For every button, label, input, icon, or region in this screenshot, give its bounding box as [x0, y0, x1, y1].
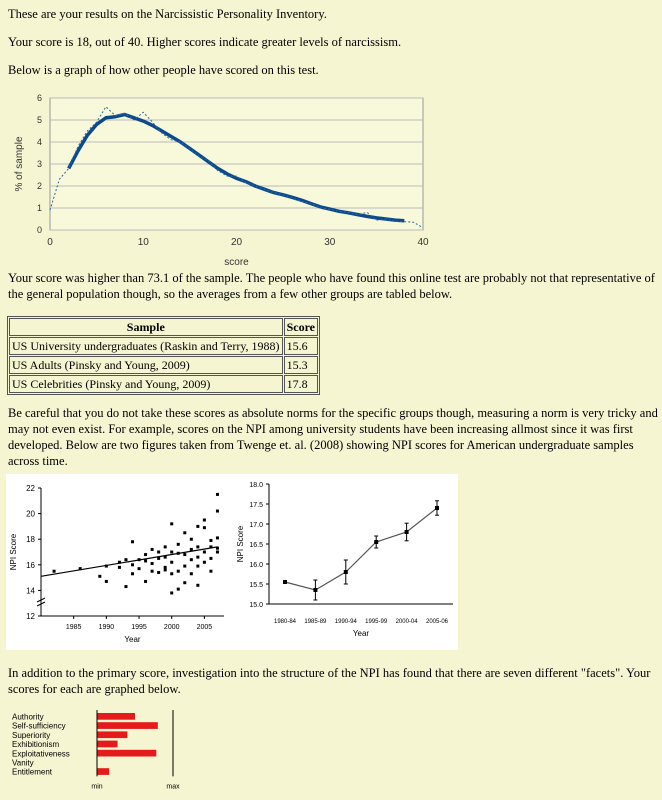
trend-line	[41, 547, 217, 576]
data-point	[196, 545, 199, 548]
series-line	[285, 508, 437, 590]
x-tick-label: 1995-99	[365, 619, 388, 625]
data-point	[209, 557, 212, 560]
data-point	[344, 570, 348, 574]
data-point	[435, 506, 439, 510]
facet-label: Exhibitionism	[12, 740, 60, 750]
data-point	[216, 536, 219, 539]
npi-scatter-chart	[6, 474, 231, 650]
data-point	[216, 551, 219, 554]
data-point	[105, 580, 108, 583]
x-axis-label: Year	[352, 629, 370, 638]
x-tick-label: 20	[230, 237, 243, 248]
data-point	[216, 510, 219, 513]
data-point	[79, 567, 82, 570]
y-tick-label: 16	[26, 560, 35, 570]
table-header-row	[9, 318, 318, 336]
data-point	[216, 547, 219, 550]
y-tick-label: 22	[26, 484, 35, 493]
y-tick-label: 17.0	[249, 522, 263, 529]
y-tick-label: 6	[36, 93, 42, 103]
data-point	[283, 580, 287, 584]
facet-label: Authority	[12, 712, 44, 722]
x-axis-label: score	[224, 257, 249, 268]
data-point	[177, 588, 180, 591]
data-point	[53, 570, 56, 573]
y-tick-label: 14	[26, 586, 35, 596]
data-point	[203, 561, 206, 564]
sample-cell: US University undergraduates (Raskin and Terry, 1988)	[9, 337, 283, 355]
data-point	[209, 545, 212, 548]
x-tick-label: 1980-84	[273, 619, 297, 625]
data-point	[170, 572, 173, 575]
sample-cell: US Adults (Pinsky and Young, 2009)	[9, 356, 283, 374]
max-label: max	[166, 783, 180, 791]
y-tick-label: 12	[26, 612, 35, 621]
data-point	[313, 588, 317, 592]
data-point	[203, 551, 206, 554]
facet-bar	[97, 768, 109, 775]
data-point	[105, 565, 108, 568]
data-point	[190, 538, 193, 541]
y-tick-label: 2	[36, 181, 42, 191]
y-tick-label: 3	[36, 159, 42, 169]
data-point	[190, 558, 193, 561]
data-point	[183, 581, 186, 584]
data-point	[196, 556, 199, 559]
x-tick-label: 2000	[163, 624, 180, 631]
data-point	[196, 584, 199, 587]
data-point	[98, 575, 101, 578]
data-point	[190, 548, 193, 551]
x-tick-label: 1990-94	[334, 619, 357, 625]
norms-table	[7, 316, 320, 395]
data-point	[183, 565, 186, 568]
score-distribution-chart	[0, 88, 440, 278]
data-point	[118, 566, 121, 569]
x-tick-label: 30	[324, 237, 336, 248]
intro-text: These are your results on the Narcissistic Personality Inventory.	[8, 7, 327, 21]
npi-means-chart	[231, 474, 458, 650]
table-row	[9, 375, 318, 393]
data-point	[177, 543, 180, 546]
data-point	[170, 551, 173, 554]
data-point	[183, 531, 186, 534]
data-point	[405, 530, 409, 534]
data-point	[151, 562, 154, 565]
data-point	[170, 522, 173, 525]
x-tick-label: 2005-06	[425, 619, 449, 625]
y-tick-label: 17.5	[249, 502, 263, 509]
scatter-figure	[6, 474, 231, 650]
facet-label: Vanity	[12, 758, 34, 768]
data-point	[203, 526, 206, 529]
data-point	[157, 551, 160, 554]
x-tick-label: 2000-04	[395, 619, 418, 625]
data-point	[118, 561, 121, 564]
table-row	[9, 356, 318, 374]
x-tick-label: 10	[137, 237, 149, 248]
data-point	[190, 572, 193, 575]
data-point	[203, 519, 206, 522]
data-point	[170, 591, 173, 594]
x-tick-label: 1995	[131, 624, 147, 631]
facet-label: Self-sufficiency	[12, 721, 66, 731]
y-tick-label: 16.0	[249, 562, 263, 569]
x-tick-label: 1985-89	[304, 619, 327, 625]
score-text: Your score is 18, out of 40. Higher scores indicate greater levels of narcissism.	[8, 35, 402, 49]
data-point	[124, 585, 127, 588]
facet-bar	[97, 713, 135, 720]
data-point	[144, 553, 147, 556]
y-tick-label: 18.0	[249, 482, 263, 489]
data-point	[124, 558, 127, 561]
score-cell: 15.3	[284, 356, 318, 374]
graph-intro-text: Below is a graph of how other people have scored on this test.	[8, 63, 319, 77]
min-label: min	[91, 783, 103, 791]
data-point	[196, 565, 199, 568]
caution-text: Be careful that you do not take these scores as absolute norms for the specific groups though, measuring a norm is very tricky and may not even exist. For example, scores on the NPI among university students have been increasing allmost since it was first developed. Below are two figures taken from Twenge et. al. (2008) showing NPI scores for American undergraduate samples across time.	[8, 406, 658, 468]
x-tick-label: 0	[47, 237, 53, 248]
data-point	[157, 557, 160, 560]
data-point	[157, 571, 160, 574]
facets-chart	[10, 710, 210, 792]
y-tick-label: 4	[36, 137, 42, 147]
facet-bar	[97, 722, 158, 729]
data-point	[170, 561, 173, 564]
data-point	[131, 540, 134, 543]
sample-cell: US Celebrities (Pinsky and Young, 2009)	[9, 375, 283, 393]
score-cell: 17.8	[284, 375, 318, 393]
y-axis-label: NPI Score	[9, 533, 18, 571]
x-tick-label: 2005	[196, 624, 213, 631]
data-point	[151, 548, 154, 551]
data-point	[183, 553, 186, 556]
data-point	[374, 540, 378, 544]
score-cell: 15.6	[284, 337, 318, 355]
data-point	[151, 570, 154, 573]
y-tick-label: 1	[36, 203, 42, 213]
data-point	[196, 525, 199, 528]
facet-label: Superiority	[12, 730, 51, 740]
y-tick-label: 5	[36, 115, 42, 125]
x-tick-label: 1990	[98, 624, 115, 631]
data-point	[177, 552, 180, 555]
y-axis-label: NPI Score	[236, 525, 245, 563]
data-point	[209, 570, 212, 573]
y-tick-label: 0	[36, 225, 42, 235]
facet-label: Entitlement	[12, 767, 53, 777]
x-tick-label: 40	[417, 237, 429, 248]
y-tick-label: 18	[26, 535, 35, 545]
facet-bar	[97, 731, 127, 738]
data-point	[164, 545, 167, 548]
facet-bar	[97, 741, 118, 748]
score-header: Score	[284, 318, 318, 336]
data-point	[177, 570, 180, 573]
data-point	[164, 566, 167, 569]
sample-header: Sample	[9, 318, 283, 336]
y-tick-label: 16.5	[249, 542, 263, 549]
data-point	[131, 572, 134, 575]
data-point	[144, 559, 147, 562]
x-tick-label: 1985	[65, 624, 82, 631]
means-figure	[231, 474, 458, 650]
table-row	[9, 337, 318, 355]
data-point	[138, 558, 141, 561]
data-point	[144, 580, 147, 583]
x-axis-label: Year	[124, 635, 141, 644]
data-point	[216, 493, 219, 496]
facets-intro-text: In addition to the primary score, investigation into the structure of the NPI has found that there are seven different "facets". Your scores for each are graphed below.	[8, 666, 651, 696]
facet-bar	[97, 750, 156, 757]
comparison-text: Your score was higher than 73.1 of the sample. The people who have found this online test are probably not that representative of the general population though, so the averages from a few other groups are tabled below.	[8, 271, 655, 301]
data-point	[164, 568, 167, 571]
y-tick-label: 15.0	[249, 602, 263, 609]
y-tick-label: 20	[26, 509, 35, 519]
y-axis-label: % of sample	[14, 136, 25, 192]
data-point	[164, 556, 167, 559]
data-point	[209, 539, 212, 542]
facet-label: Exploitativeness	[12, 749, 70, 759]
y-tick-label: 15.5	[249, 582, 263, 589]
data-point	[131, 563, 134, 566]
data-point	[138, 567, 141, 570]
